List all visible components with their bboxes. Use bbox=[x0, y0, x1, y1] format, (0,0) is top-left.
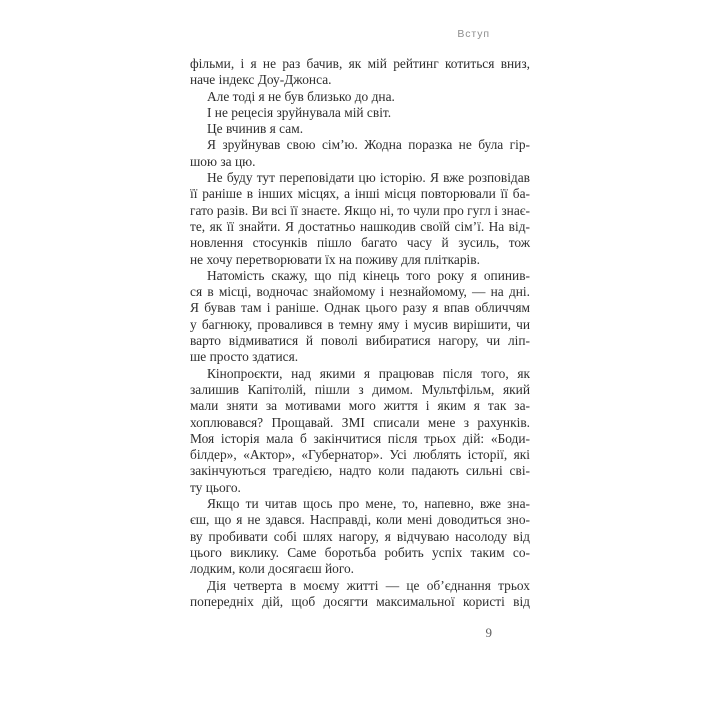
text-line: те, як її знайти. Я достатньо нашкодив своїй сім’ї. На від- bbox=[190, 218, 530, 234]
text-line: її раніше в інших місцях, а інші місця повторювали її ба- bbox=[190, 186, 530, 202]
body-text bbox=[190, 56, 530, 610]
text-line: ся в місці, водночас знайомому і незнайомому, — на дні. bbox=[190, 284, 530, 300]
text-line: шою за цю. bbox=[190, 153, 256, 169]
text-line: Але тоді я не був близько до дна. bbox=[207, 88, 395, 104]
text-line: лодким, коли досягаєш його. bbox=[190, 561, 355, 577]
text-line: Не буду тут переповідати цю історію. Я вже розповідав bbox=[207, 170, 530, 186]
text-line: мали зняти за мотивами мого життя і яким я так за- bbox=[190, 398, 530, 414]
text-line: залишив Капітолій, пішли з димом. Мультфільм, який bbox=[190, 381, 530, 397]
text-line: Це вчинив я сам. bbox=[207, 121, 304, 137]
text-line: Я зруйнував свою сім’ю. Жодна поразка не була гір- bbox=[207, 137, 530, 153]
text-line: І не рецесія зруйнувала мій світ. bbox=[207, 104, 392, 120]
text-line: попередніх дій, щоб досягти максимальної користі від bbox=[190, 593, 530, 609]
text-line: гато разів. Ви всі її знаєте. Якщо ні, то чули про гугл і знає- bbox=[190, 202, 530, 218]
text-line: фільми, і я не раз бачив, як мій рейтинг котиться вниз, bbox=[190, 56, 530, 71]
text-line: ву пробивати собі шлях нагору, я відчуваю насолоду від bbox=[190, 528, 530, 544]
text-line: закінчуються трагедією, надто коли падають сильні сві- bbox=[190, 463, 530, 479]
text-line: єш, що я не здався. Насправді, коли мені доводиться зно- bbox=[190, 512, 530, 528]
text-line: цього виклику. Саме боротьба робить успіх таким со- bbox=[190, 544, 530, 560]
text-line: Якщо ти читав щось про мене, то, напевно, вже зна- bbox=[207, 496, 530, 512]
text-line: Дія четверта в моєму житті — це об’єднання трьох bbox=[207, 577, 530, 593]
page-number: 9 bbox=[485, 625, 492, 640]
text-line: Натомість скажу, що під кінець того року я опинив- bbox=[207, 267, 530, 283]
text-line: хоплювався? Прощавай. ЗМІ списали мене з рахунків. bbox=[190, 414, 530, 430]
text-line: ту цього. bbox=[190, 479, 241, 495]
text-line: ше просто здатися. bbox=[190, 349, 299, 365]
text-line: наче індекс Доу-Джонса. bbox=[190, 72, 332, 88]
text-line: білдер», «Актор», «Губернатор». Усі люблять історії, які bbox=[190, 447, 530, 463]
text-line: варто відмиватися й поволі вибиратися нагору, чи ліп- bbox=[190, 333, 530, 349]
text-line: у багнюку, провалився в темну яму і мусив вирішити, чи bbox=[190, 316, 530, 332]
text-line: новлення стосунків пішло багато часу й зусиль, тож bbox=[190, 235, 530, 251]
text-line: Кінопроєкти, над якими я працював після того, як bbox=[207, 365, 530, 381]
text-line: Моя історія мала б закінчитися після трьох дій: «Боди- bbox=[190, 430, 530, 446]
running-head: Вступ bbox=[457, 28, 490, 40]
text-line: не хочу перетворювати їх на поживу для пліткарів. bbox=[190, 251, 480, 267]
text-line: Я бував там і раніше. Однак цього разу я впав обличчям bbox=[190, 300, 530, 316]
